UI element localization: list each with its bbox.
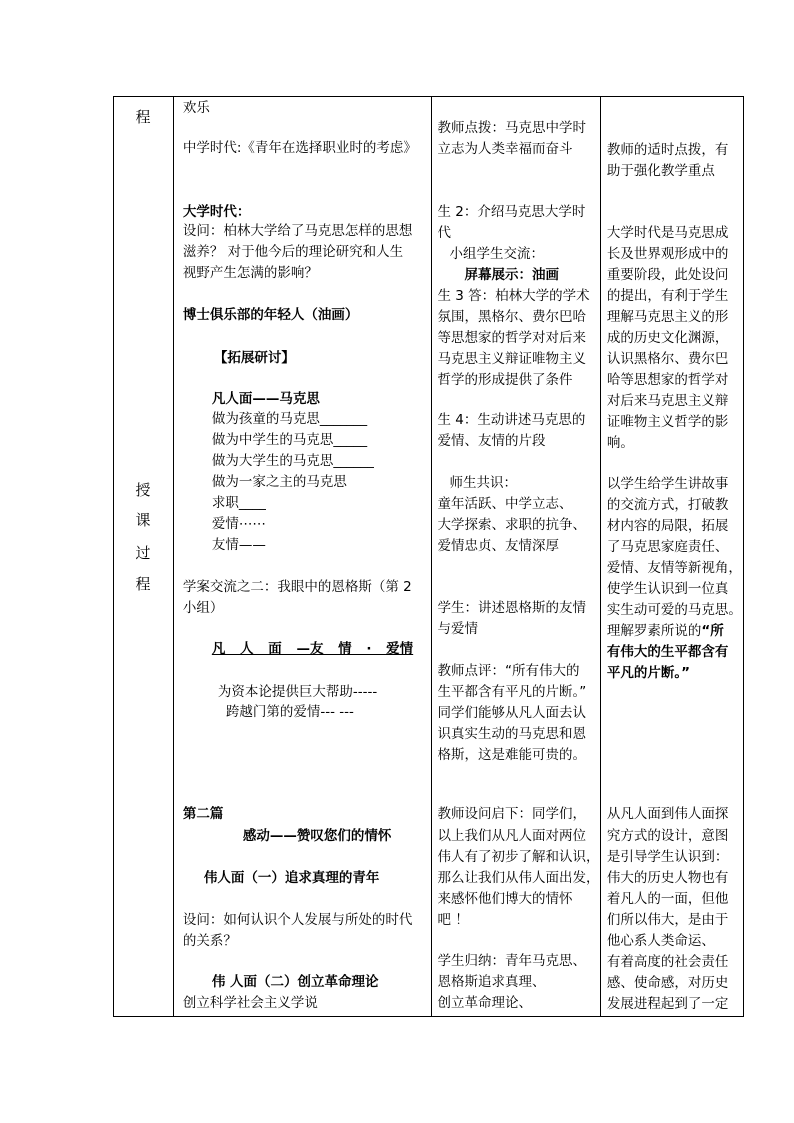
activity-line: 识真实生动的马克思和恩 — [437, 726, 587, 742]
intent-line: 教师的适时点拨，有 — [606, 142, 729, 158]
content-heading: 凡 人 面 —友 情 · 爱情 — [211, 641, 414, 657]
activity-line: 伟人有了初步了解和认识， — [437, 849, 600, 865]
content-heading: 【拓展研讨】 — [213, 350, 295, 366]
content-heading: 伟人面（一）追求真理的青年 — [203, 870, 380, 886]
content-line: 创立科学社会主义学说 — [182, 995, 318, 1011]
activity-line: 哲学的形成提供了条件 — [437, 372, 573, 388]
activity-line: 代 — [437, 225, 452, 241]
content-line: 的关系？ — [182, 933, 237, 949]
content-line: 设问：如何认识个人发展与所处的时代 — [182, 912, 413, 928]
quote-text: 有伟大的生平都含有 — [606, 644, 729, 660]
intent-line: 助于强化教学重点 — [606, 163, 715, 179]
section-char-3: 过 — [135, 544, 151, 562]
intent-line: 从凡人面到伟人面探 — [606, 806, 729, 822]
activity-line: 小组学生交流： — [449, 246, 545, 262]
intent-line: 响。 — [606, 435, 634, 451]
activity-line: 生 4：生动讲述马克思的 — [437, 412, 586, 428]
activity-line: 童年活跃、中学立志、 — [437, 496, 573, 512]
intent-line: 有着高度的社会责任 — [606, 954, 729, 970]
intent-line: 感、使命感，对历史 — [606, 975, 729, 991]
intent-line: 了马克思家庭责任、 — [606, 539, 729, 555]
activity-line: 同学们能够从凡人面去认 — [437, 705, 587, 721]
intent-line: 实生动可爱的马克思。 — [606, 602, 742, 618]
intent-line: 爱情、友情等新视角， — [606, 560, 742, 576]
intent-line: 理解马克思主义的形 — [606, 309, 729, 325]
content-line: 视野产生怎满的影响？ — [182, 265, 318, 281]
activity-line: 氛围，黑格尔、费尔巴哈 — [437, 309, 587, 325]
activity-line: 生平都含有平凡的片断。” — [437, 684, 587, 700]
activity-line: 生 3 答：柏林大学的学术 — [437, 288, 590, 304]
content-heading: 第二篇 — [182, 806, 224, 822]
content-line: 跨越门第的爱情--- --- — [225, 704, 354, 720]
intent-text: 理解罗素所说的 — [606, 623, 702, 639]
content-heading: 大学时代： — [182, 204, 251, 220]
intent-line: 对后来马克思主义辩 — [606, 393, 729, 409]
table-row — [114, 97, 744, 1017]
content-heading: 伟 人面（二）创立革命理论 — [211, 974, 379, 990]
quote-text: 平凡的片断。” — [606, 665, 691, 681]
section-char-4: 程 — [135, 575, 151, 593]
activity-line: 以上我们从凡人面对两位 — [437, 828, 587, 844]
activity-line: 那么让我们从伟人面出发， — [437, 870, 600, 886]
content-heading: 感动——赞叹您们的情怀 — [242, 828, 392, 844]
design-intent-column — [600, 97, 743, 1017]
activity-line: 教师点评：“所有伟大的 — [437, 663, 580, 679]
activity-line: 爱情、友情的片段 — [437, 433, 546, 449]
intent-line: 材内容的局限，拓展 — [606, 518, 729, 534]
content-line: 学案交流之二：我眼中的恩格斯（第 2 — [182, 579, 412, 595]
content-line: 做为大学生的马克思______ — [211, 453, 374, 469]
content-line: 滋养？ 对于他今后的理论研究和人生 — [182, 244, 404, 260]
content-heading: 凡人面——马克思 — [211, 391, 320, 407]
content-line: 做为一家之主的马克思 — [211, 474, 347, 490]
activity-line: 吧 ！ — [437, 912, 469, 928]
intent-line: 哈等思想家的哲学对 — [606, 372, 729, 388]
section-column — [114, 97, 174, 1017]
activity-line: 马克思主义辩证唯物主义 — [437, 351, 587, 367]
intent-line: 使学生认识到一位真 — [606, 581, 729, 597]
activity-line: 立志为人类幸福而奋斗 — [437, 141, 573, 157]
activity-line: 学生归纳：青年马克思、 — [437, 953, 587, 969]
intent-line: 大学时代是马克思成 — [606, 225, 729, 241]
section-char-2: 课 — [135, 511, 151, 529]
section-char-1: 授 — [135, 481, 151, 499]
content-line: 为资本论提供巨大帮助----- — [217, 684, 378, 700]
activity-line: 大学探索、求职的抗争、 — [437, 517, 587, 533]
intent-line: 着凡人的一面，但他 — [606, 891, 729, 907]
intent-line: 成的历史文化渊源， — [606, 330, 729, 346]
content-line: 做为孩童的马克思_______ — [211, 411, 368, 427]
content-heading: 博士俱乐部的年轻人（油画） — [182, 307, 359, 323]
activity-line: 等思想家的哲学对对后来 — [437, 330, 587, 346]
activity-line: 创立革命理论、 — [437, 995, 533, 1011]
activity-line: 恩格斯追求真理、 — [437, 974, 546, 990]
intent-line: 以学生给学生讲故事 — [606, 476, 729, 492]
intent-line: 的交流方式，打破教 — [606, 497, 729, 513]
activity-line: 教师点拨：马克思中学时 — [437, 120, 587, 136]
content-line: 中学时代:《青年在选择职业时的考虑》 — [182, 140, 417, 156]
intent-line: 认识黑格尔、费尔巴 — [606, 351, 729, 367]
intent-line: 重要阶段，此处设问 — [606, 267, 729, 283]
content-line: 设问：柏林大学给了马克思怎样的思想 — [182, 223, 413, 239]
content-line: 求职____ — [211, 495, 266, 511]
content-line: 友情—— — [211, 537, 266, 553]
intent-line: 的提出，有利于学生 — [606, 288, 729, 304]
content-line: 爱情⋯⋯ — [211, 516, 266, 532]
activity-line: 师生共识： — [449, 475, 518, 491]
intent-line: 伟大的历史人物也有 — [606, 870, 729, 886]
lesson-plan-table — [113, 96, 744, 1017]
intent-line: 们所以伟大，是由于 — [606, 912, 729, 928]
intent-line: 他心系人类命运、 — [606, 933, 715, 949]
activity-line: 与爱情 — [437, 621, 479, 637]
activity-line: 格斯，这是难能可贵的。 — [437, 747, 587, 763]
quote-text: “所 — [701, 623, 724, 639]
activity-line: 教师设问启下：同学们， — [437, 806, 587, 822]
content-line: 小组） — [182, 600, 224, 616]
intent-quote-line — [607, 622, 724, 641]
activity-line: 爱情忠贞、友情深厚 — [437, 538, 560, 554]
activity-line: 来感怀他们博大的情怀 — [437, 891, 573, 907]
section-top-char: 程 — [135, 108, 151, 126]
activity-column — [431, 97, 600, 1017]
intent-line: 是引导学生认识到： — [606, 849, 729, 865]
activity-line: 学生：讲述恩格斯的友情 — [437, 600, 587, 616]
content-column — [173, 97, 431, 1017]
activity-line: 生 2：介绍马克思大学时 — [437, 204, 586, 220]
content-line: 做为中学生的马克思_____ — [211, 432, 368, 448]
intent-line: 证唯物主义哲学的影 — [606, 414, 729, 430]
activity-heading: 屏幕展示：油画 — [464, 267, 560, 283]
intent-line: 长及世界观形成中的 — [606, 246, 729, 262]
intent-line: 究方式的设计，意图 — [606, 828, 729, 844]
content-line: 欢乐 — [182, 100, 210, 116]
intent-line: 发展进程起到了一定 — [606, 996, 729, 1012]
